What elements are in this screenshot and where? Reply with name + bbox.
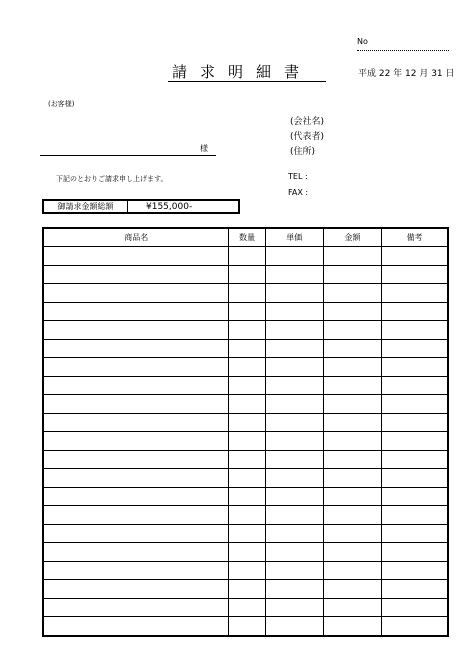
amount-cell[interactable] — [323, 302, 381, 321]
issue-date: 平成 22 年 12 月 31 日 — [358, 69, 455, 79]
quantity-cell[interactable] — [229, 321, 265, 340]
unit-price-cell[interactable] — [265, 580, 323, 599]
column-header-unit-price: 単価 — [265, 228, 323, 247]
issuer-company-name: (会社名) — [290, 117, 325, 127]
table-row — [43, 265, 448, 284]
amount-cell[interactable] — [323, 247, 381, 266]
unit-price-cell[interactable] — [265, 598, 323, 617]
unit-price-cell[interactable] — [265, 321, 323, 340]
product-cell[interactable] — [43, 284, 229, 303]
table-row — [43, 543, 448, 562]
table-row — [43, 302, 448, 321]
quantity-cell[interactable] — [229, 265, 265, 284]
table-row — [43, 358, 448, 377]
table-row — [43, 395, 448, 414]
amount-cell[interactable] — [323, 284, 381, 303]
column-header-quantity: 数量 — [229, 228, 265, 247]
product-cell[interactable] — [43, 524, 229, 543]
amount-cell[interactable] — [323, 413, 381, 432]
amount-cell[interactable] — [323, 580, 381, 599]
column-header-remarks: 備考 — [382, 228, 448, 247]
remarks-cell[interactable] — [382, 543, 448, 562]
unit-price-cell[interactable] — [265, 265, 323, 284]
remarks-cell[interactable] — [382, 450, 448, 469]
quantity-cell[interactable] — [229, 247, 265, 266]
quantity-cell[interactable] — [229, 339, 265, 358]
issuer-address: (住所) — [290, 147, 316, 157]
table-row — [43, 487, 448, 506]
remarks-cell[interactable] — [382, 413, 448, 432]
remarks-cell[interactable] — [382, 376, 448, 395]
product-cell[interactable] — [43, 376, 229, 395]
product-cell[interactable] — [43, 487, 229, 506]
product-cell[interactable] — [43, 413, 229, 432]
amount-cell[interactable] — [323, 265, 381, 284]
quantity-cell[interactable] — [229, 580, 265, 599]
remarks-cell[interactable] — [382, 432, 448, 451]
table-row — [43, 580, 448, 599]
quantity-cell[interactable] — [229, 524, 265, 543]
unit-price-cell[interactable] — [265, 561, 323, 580]
fax-label: FAX : — [288, 188, 309, 197]
unit-price-cell[interactable] — [265, 284, 323, 303]
table-row — [43, 450, 448, 469]
title-underline — [168, 81, 326, 82]
remarks-cell[interactable] — [382, 469, 448, 488]
unit-price-cell[interactable] — [265, 339, 323, 358]
table-row — [43, 284, 448, 303]
table-row — [43, 506, 448, 525]
table-header-row — [43, 228, 448, 247]
unit-price-cell[interactable] — [265, 376, 323, 395]
product-cell[interactable] — [43, 598, 229, 617]
unit-price-cell[interactable] — [265, 617, 323, 636]
product-cell[interactable] — [43, 543, 229, 562]
unit-price-cell[interactable] — [265, 543, 323, 562]
unit-price-cell[interactable] — [265, 469, 323, 488]
remarks-cell[interactable] — [382, 617, 448, 636]
amount-cell[interactable] — [323, 358, 381, 377]
quantity-cell[interactable] — [229, 617, 265, 636]
remarks-cell[interactable] — [382, 487, 448, 506]
unit-price-cell[interactable] — [265, 450, 323, 469]
remarks-cell[interactable] — [382, 265, 448, 284]
remarks-cell[interactable] — [382, 506, 448, 525]
remarks-cell[interactable] — [382, 580, 448, 599]
items-table-body — [43, 247, 448, 637]
amount-cell[interactable] — [323, 321, 381, 340]
amount-cell[interactable] — [323, 543, 381, 562]
product-cell[interactable] — [43, 339, 229, 358]
document-number-line — [357, 50, 449, 51]
table-row — [43, 469, 448, 488]
table-row — [43, 617, 448, 636]
quantity-cell[interactable] — [229, 358, 265, 377]
unit-price-cell[interactable] — [265, 487, 323, 506]
document-title: 請求明細書 — [172, 63, 313, 81]
amount-cell[interactable] — [323, 395, 381, 414]
quantity-cell[interactable] — [229, 413, 265, 432]
quantity-cell[interactable] — [229, 561, 265, 580]
product-cell[interactable] — [43, 321, 229, 340]
amount-cell[interactable] — [323, 339, 381, 358]
quantity-cell[interactable] — [229, 487, 265, 506]
product-cell[interactable] — [43, 265, 229, 284]
unit-price-cell[interactable] — [265, 413, 323, 432]
unit-price-cell[interactable] — [265, 247, 323, 266]
quantity-cell[interactable] — [229, 302, 265, 321]
amount-cell[interactable] — [323, 469, 381, 488]
amount-cell[interactable] — [323, 598, 381, 617]
intro-text: 下記のとおりご請求申し上げます。 — [56, 175, 168, 183]
remarks-cell[interactable] — [382, 321, 448, 340]
total-amount-value: ¥155,000- — [146, 201, 193, 212]
quantity-cell[interactable] — [229, 284, 265, 303]
product-cell[interactable] — [43, 395, 229, 414]
unit-price-cell[interactable] — [265, 395, 323, 414]
tel-label: TEL : — [288, 172, 308, 181]
amount-cell[interactable] — [323, 487, 381, 506]
customer-label: (お客様) — [48, 100, 75, 108]
quantity-cell[interactable] — [229, 395, 265, 414]
remarks-cell[interactable] — [382, 561, 448, 580]
product-cell[interactable] — [43, 247, 229, 266]
quantity-cell[interactable] — [229, 432, 265, 451]
total-amount-label: 御請求金額総額 — [44, 201, 128, 212]
amount-cell[interactable] — [323, 617, 381, 636]
unit-price-cell[interactable] — [265, 524, 323, 543]
product-cell[interactable] — [43, 469, 229, 488]
product-cell[interactable] — [43, 617, 229, 636]
remarks-cell[interactable] — [382, 302, 448, 321]
unit-price-cell[interactable] — [265, 358, 323, 377]
table-row — [43, 339, 448, 358]
issuer-representative: (代表者) — [290, 132, 325, 142]
amount-cell[interactable] — [323, 506, 381, 525]
product-cell[interactable] — [43, 432, 229, 451]
remarks-cell[interactable] — [382, 284, 448, 303]
table-row — [43, 376, 448, 395]
product-cell[interactable] — [43, 561, 229, 580]
table-row — [43, 524, 448, 543]
quantity-cell[interactable] — [229, 450, 265, 469]
table-row — [43, 561, 448, 580]
table-row — [43, 247, 448, 266]
remarks-cell[interactable] — [382, 524, 448, 543]
remarks-cell[interactable] — [382, 358, 448, 377]
column-header-product: 商品名 — [43, 228, 229, 247]
table-row — [43, 321, 448, 340]
amount-cell[interactable] — [323, 561, 381, 580]
items-table — [42, 227, 449, 637]
total-amount-box — [42, 199, 240, 214]
amount-cell[interactable] — [323, 376, 381, 395]
unit-price-cell[interactable] — [265, 432, 323, 451]
recipient-name-line — [40, 155, 216, 156]
product-cell[interactable] — [43, 506, 229, 525]
quantity-cell[interactable] — [229, 376, 265, 395]
amount-cell[interactable] — [323, 432, 381, 451]
column-header-amount: 金額 — [323, 228, 381, 247]
quantity-cell[interactable] — [229, 469, 265, 488]
unit-price-cell[interactable] — [265, 506, 323, 525]
remarks-cell[interactable] — [382, 395, 448, 414]
unit-price-cell[interactable] — [265, 302, 323, 321]
product-cell[interactable] — [43, 358, 229, 377]
table-row — [43, 432, 448, 451]
table-row — [43, 598, 448, 617]
amount-cell[interactable] — [323, 450, 381, 469]
quantity-cell[interactable] — [229, 543, 265, 562]
quantity-cell[interactable] — [229, 598, 265, 617]
quantity-cell[interactable] — [229, 506, 265, 525]
document-number-label: No — [357, 37, 368, 46]
customer-honorific: 様 — [200, 144, 208, 153]
product-cell[interactable] — [43, 580, 229, 599]
remarks-cell[interactable] — [382, 598, 448, 617]
table-row — [43, 413, 448, 432]
product-cell[interactable] — [43, 450, 229, 469]
remarks-cell[interactable] — [382, 339, 448, 358]
product-cell[interactable] — [43, 302, 229, 321]
remarks-cell[interactable] — [382, 247, 448, 266]
amount-cell[interactable] — [323, 524, 381, 543]
